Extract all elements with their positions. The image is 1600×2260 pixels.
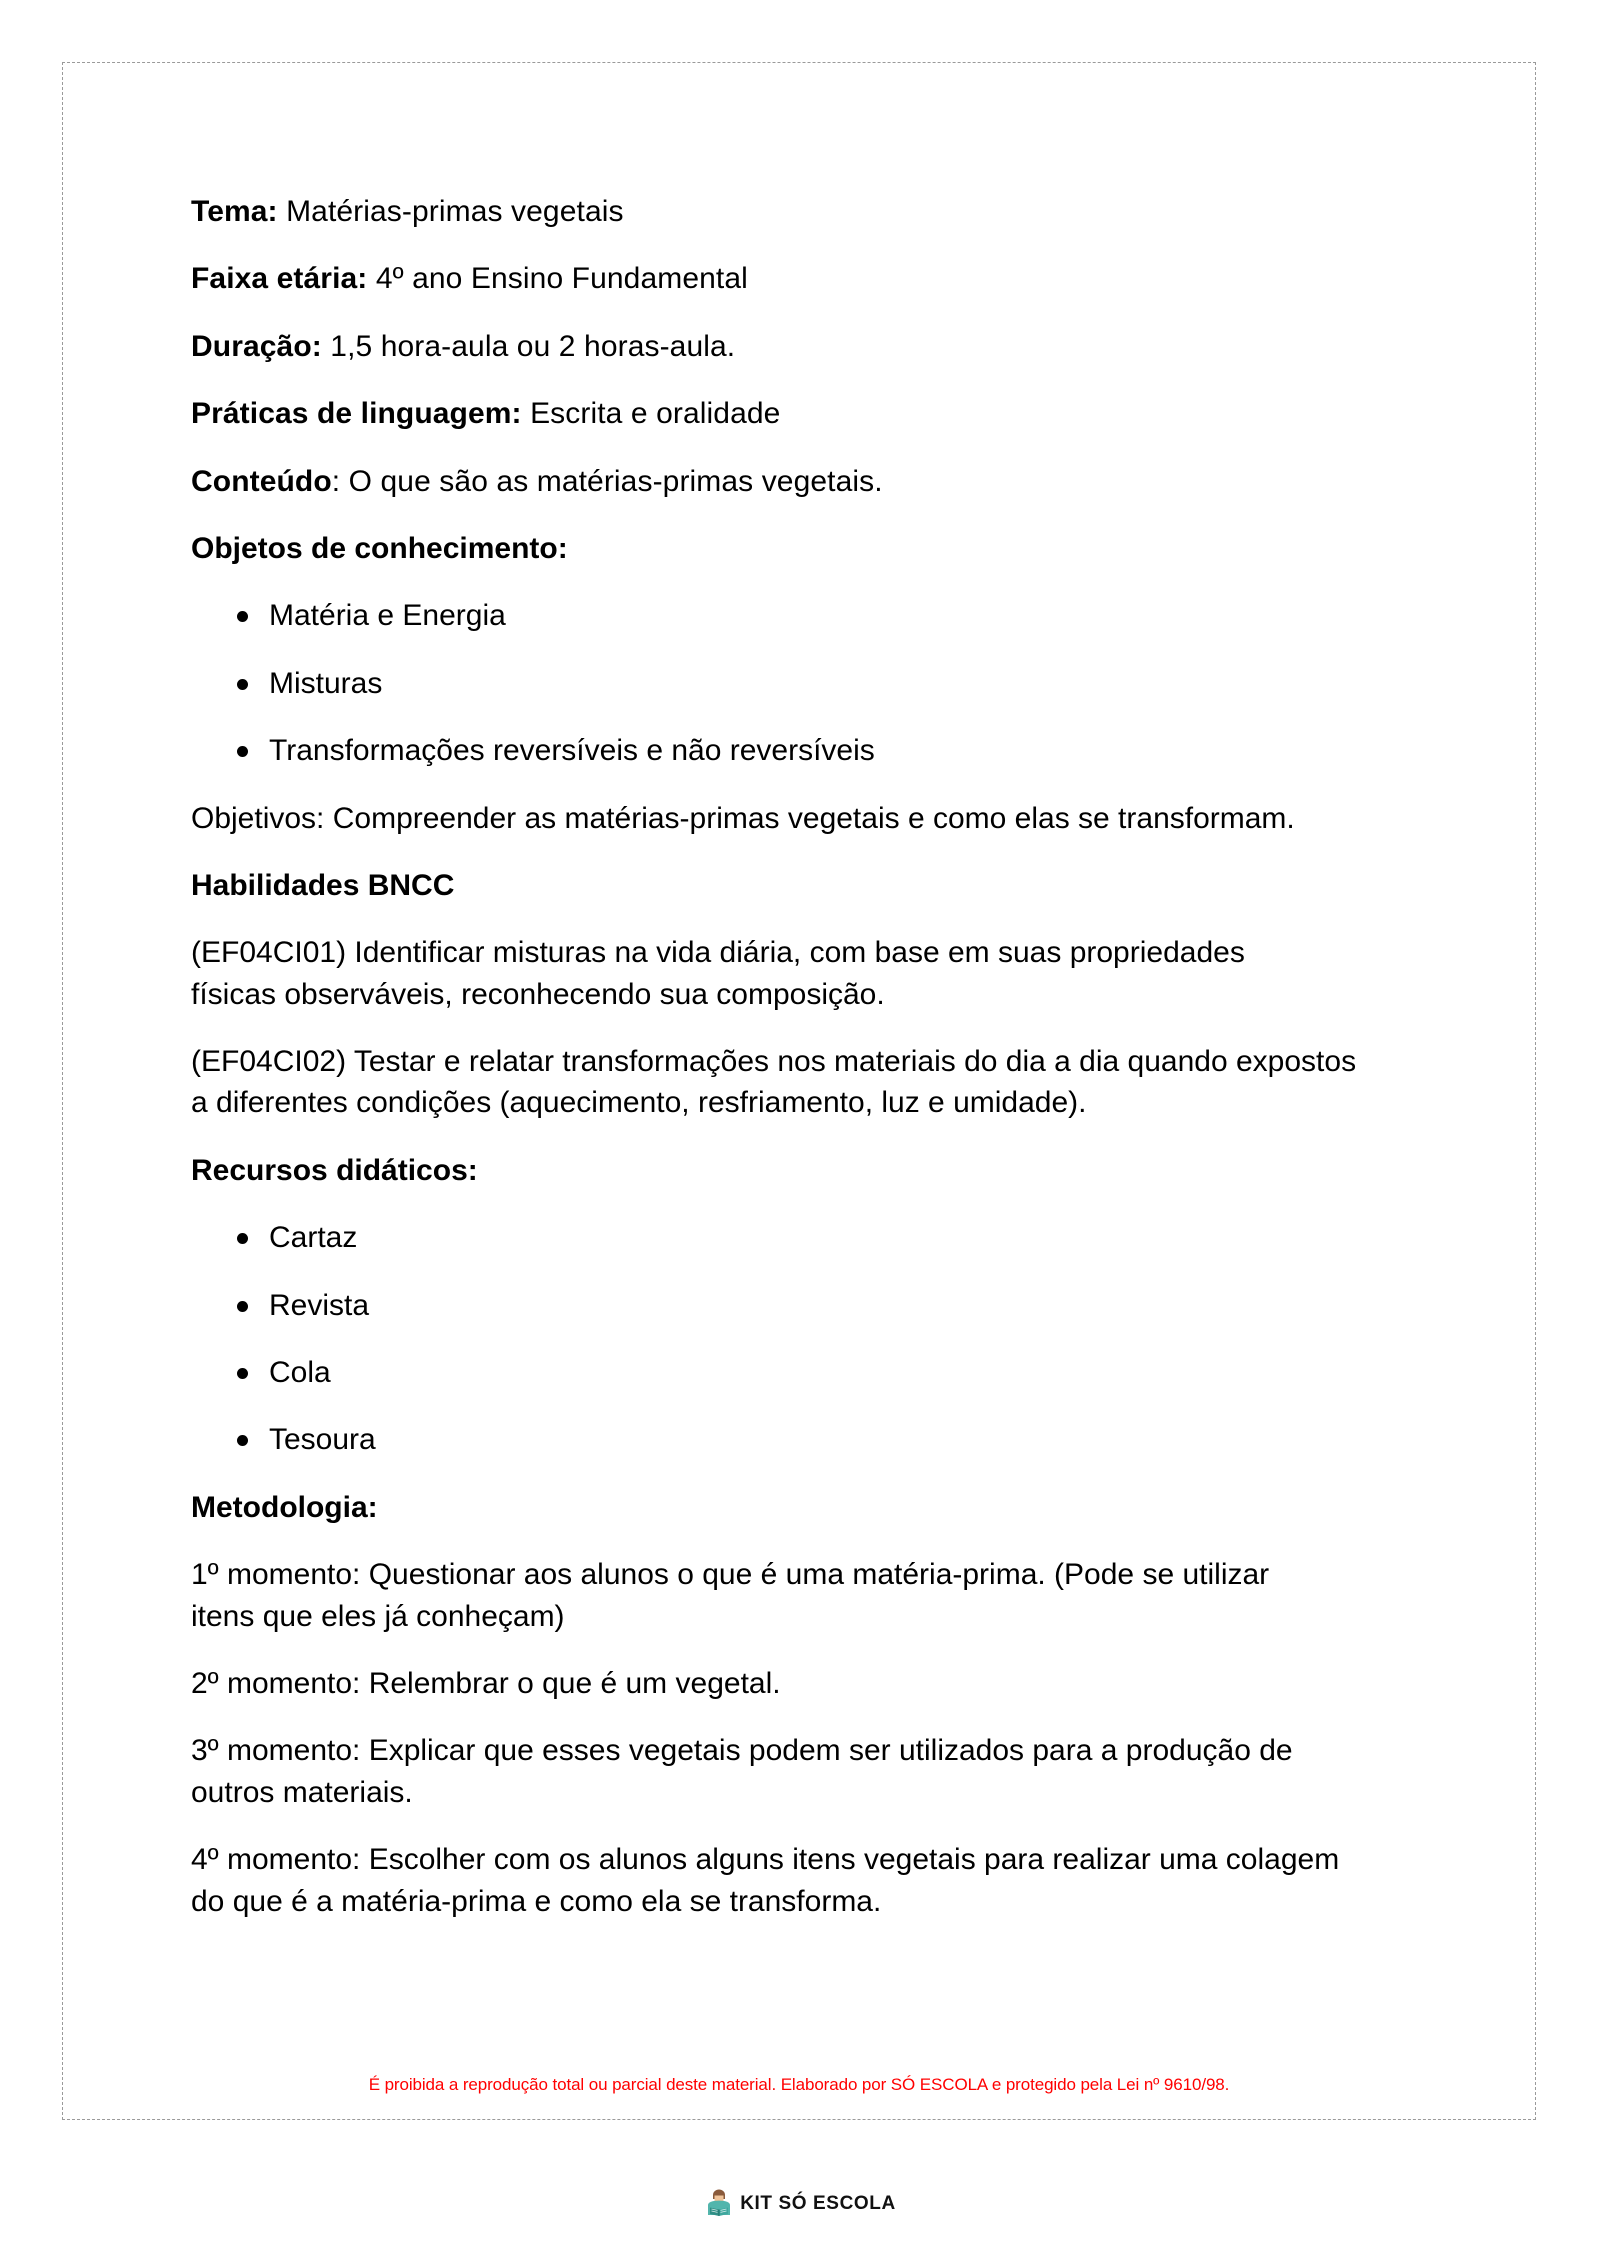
field-tema-label: Tema:: [191, 195, 278, 228]
heading-objetos-conhecimento: Objetos de conhecimento:: [191, 531, 568, 565]
list-item: Matéria e Energia: [191, 595, 1471, 636]
field-conteudo-value: : O que são as matérias-primas vegetais.: [331, 464, 883, 498]
field-duracao-value: 1,5 hora-aula ou 2 horas-aula.: [321, 329, 736, 363]
field-praticas-linguagem-value: Escrita e oralidade: [521, 397, 781, 431]
reading-person-icon: [704, 2188, 734, 2218]
list-objetos-conhecimento: [191, 595, 1471, 771]
field-faixa-etaria: [191, 258, 1471, 299]
list-item: Cola: [191, 1352, 1471, 1393]
field-faixa-etaria-value: 4º ano Ensino Fundamental: [367, 262, 748, 296]
field-tema: [191, 191, 1471, 232]
heading-metodologia: Metodologia:: [191, 1490, 378, 1524]
field-objetivos: [191, 798, 1311, 839]
metodologia-step-1: 1º momento: Questionar aos alunos o que é uma matéria-prima. (Pode se utilizar itens que eles já conheçam): [191, 1558, 1270, 1633]
field-praticas-linguagem: [191, 393, 1471, 434]
habilidade-ef04ci01: (EF04CI01) Identificar misturas na vida diária, com base em suas propriedades físicas observáveis, reconhecendo sua composição.: [191, 936, 1245, 1011]
field-praticas-linguagem-label: Práticas de linguagem:: [191, 397, 522, 431]
field-tema-value: Matérias-primas vegetais: [277, 195, 624, 228]
field-conteudo: [191, 461, 1471, 502]
metodologia-step-4: 4º momento: Escolher com os alunos alguns itens vegetais para realizar uma colagem do que é a matéria-prima e como ela se transforma.: [191, 1843, 1340, 1918]
copyright-notice: É proibida a reprodução total ou parcial deste material. Elaborado por SÓ ESCOLA e protegido pela Lei nº 9610/98.: [368, 2075, 1230, 2094]
document-page: [62, 62, 1536, 2120]
document-content: [191, 191, 1471, 1948]
metodologia-step-2: 2º momento: Relembrar o que é um vegetal.: [191, 1666, 781, 1700]
heading-habilidades-bncc: Habilidades BNCC: [191, 868, 455, 902]
list-recursos-didaticos: [191, 1217, 1471, 1461]
field-conteudo-label: Conteúdo: [191, 464, 332, 498]
brand-label: KIT SÓ ESCOLA: [740, 2192, 896, 2214]
list-item: Cartaz: [191, 1217, 1471, 1258]
brand-footer: [0, 2188, 1600, 2218]
field-objetivos-value: Compreender as matérias-primas vegetais e como elas se transformam.: [324, 801, 1295, 835]
metodologia-step-3: 3º momento: Explicar que esses vegetais podem ser utilizados para a produção de outros materiais.: [191, 1734, 1293, 1809]
field-objetivos-label: Objetivos:: [191, 801, 325, 835]
heading-recursos-didaticos: Recursos didáticos:: [191, 1153, 478, 1187]
list-item: Transformações reversíveis e não reversíveis: [191, 730, 1471, 771]
list-item: Tesoura: [191, 1419, 1471, 1460]
field-duracao: [191, 326, 1471, 367]
field-faixa-etaria-label: Faixa etária:: [191, 262, 368, 296]
list-item: Revista: [191, 1285, 1471, 1326]
habilidade-ef04ci02: (EF04CI02) Testar e relatar transformações nos materiais do dia a dia quando expostos a diferentes condições (aquecimento, resfriamento, luz e umidade).: [191, 1045, 1357, 1120]
field-duracao-label: Duração:: [191, 329, 322, 363]
list-item: Misturas: [191, 663, 1471, 704]
